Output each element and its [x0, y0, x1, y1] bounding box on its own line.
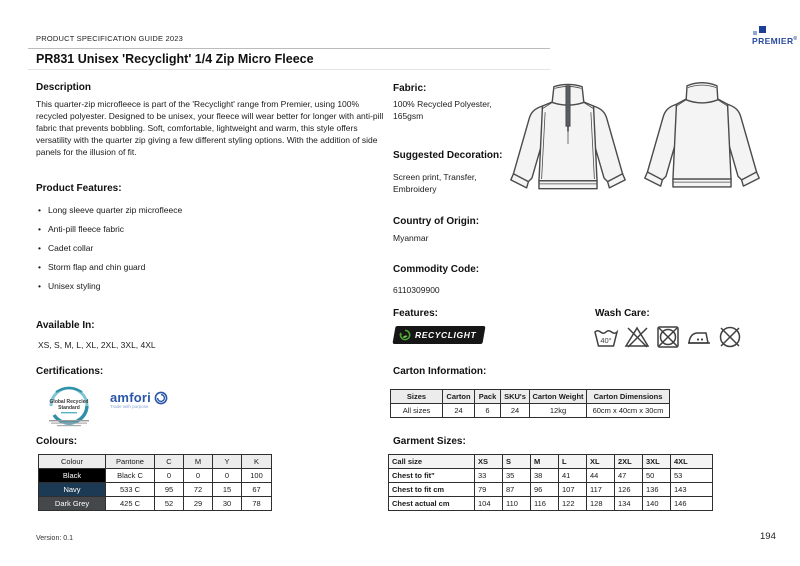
- gs-value: 47: [615, 469, 643, 483]
- gs-row-label: Chest actual cm: [389, 497, 475, 511]
- cmyk-value: 95: [155, 483, 184, 497]
- gs-col-m: M: [531, 455, 559, 469]
- recyclight-badge: [394, 326, 484, 346]
- carton-col-carton: Carton: [443, 390, 475, 404]
- do-not-dry-clean-icon: [717, 324, 743, 350]
- gs-value: 117: [587, 483, 615, 497]
- gs-col-xl: XL: [587, 455, 615, 469]
- feature-item: • Long sleeve quarter zip microfleece: [38, 205, 378, 215]
- do-not-tumble-dry-icon: [655, 324, 681, 350]
- cmyk-value: 0: [184, 469, 213, 483]
- gs-row-chest-actual-cm: [389, 497, 713, 511]
- carton-col-sizes: Sizes: [391, 390, 443, 404]
- wash-care-heading: Wash Care:: [595, 308, 650, 319]
- swatch-black: Black: [39, 469, 106, 483]
- gs-value: 44: [587, 469, 615, 483]
- gs-value: 53: [671, 469, 713, 483]
- gs-value: 126: [615, 483, 643, 497]
- gs-value: 143: [671, 483, 713, 497]
- carton-col-dimensions: Carton Dimensions: [587, 390, 670, 404]
- gs-col-xs: XS: [475, 455, 503, 469]
- col-m: M: [184, 455, 213, 469]
- colours-table: [38, 454, 272, 511]
- gs-value: 122: [559, 497, 587, 511]
- gs-value: 110: [503, 497, 531, 511]
- svg-text:Standard: Standard: [58, 405, 80, 411]
- recyclight-badge-label: RECYCLIGHT: [415, 330, 477, 340]
- gs-value: 134: [615, 497, 643, 511]
- description-text: This quarter-zip microfleece is part of the 'Recyclight' range from Premier, using 100% recycled polyester. Designed to be unisex, your fleece will wear better for longer with anti-pill fabric that prevents bobbling. Soft, comfortable, lightweight and warm, this style offers versatility with the quarter zip giving a few different styling options. With the addition of side panels for the illusion of fit.: [36, 99, 384, 157]
- cmyk-value: 52: [155, 497, 184, 511]
- certifications-heading: Certifications:: [36, 366, 104, 377]
- wash-care-icons: [593, 324, 743, 350]
- premier-logo-icon: [753, 26, 796, 36]
- amfori-spiral-icon: [154, 391, 168, 405]
- guide-label: PRODUCT SPECIFICATION GUIDE 2023: [36, 34, 183, 43]
- amfori-logo: [110, 390, 168, 409]
- gs-col-callsize: Call size: [389, 455, 475, 469]
- wash-40-icon: [593, 324, 619, 350]
- carton-pack-value: 6: [475, 404, 501, 418]
- swatch-dark-grey: Dark Grey: [39, 497, 106, 511]
- feature-item: • Cadet collar: [38, 243, 378, 253]
- garment-sizes-header-row: [389, 455, 713, 469]
- carton-table: [390, 389, 670, 418]
- cmyk-value: 100: [242, 469, 272, 483]
- svg-text:40°: 40°: [600, 336, 612, 345]
- col-y: Y: [213, 455, 242, 469]
- gs-value: 50: [643, 469, 671, 483]
- col-c: C: [155, 455, 184, 469]
- decoration-text: Screen print, Transfer, Embroidery: [393, 172, 477, 194]
- swatch-navy: Navy: [39, 483, 106, 497]
- gs-value: 79: [475, 483, 503, 497]
- carton-weight-value: 12kg: [530, 404, 587, 418]
- cmyk-value: 0: [155, 469, 184, 483]
- gs-value: 146: [671, 497, 713, 511]
- product-features-list: [38, 205, 378, 300]
- gs-value: 140: [643, 497, 671, 511]
- product-features-heading: Product Features:: [36, 183, 122, 194]
- page-number: 194: [760, 531, 776, 542]
- cmyk-value: 29: [184, 497, 213, 511]
- gs-col-4xl: 4XL: [671, 455, 713, 469]
- carton-heading: Carton Information:: [393, 366, 487, 377]
- pantone-value: 533 C: [106, 483, 155, 497]
- cmyk-value: 15: [213, 483, 242, 497]
- grs-logo-icon: [42, 382, 96, 428]
- recycle-icon: [399, 329, 411, 341]
- gs-value: 35: [503, 469, 531, 483]
- garment-back-drawing: [636, 74, 768, 226]
- feature-item: • Anti-pill fleece fabric: [38, 224, 378, 234]
- garment-sizes-table: [388, 454, 713, 511]
- features-badge-heading: Features:: [393, 308, 439, 319]
- carton-col-pack: Pack: [475, 390, 501, 404]
- col-k: K: [242, 455, 272, 469]
- premier-logo: [752, 26, 796, 46]
- gs-row-chest-to-fit-in: [389, 469, 713, 483]
- carton-carton-value: 24: [443, 404, 475, 418]
- gs-col-2xl: 2XL: [615, 455, 643, 469]
- gs-value: 87: [503, 483, 531, 497]
- available-in-heading: Available In:: [36, 320, 95, 331]
- amfori-logo-text: amfori: [110, 390, 151, 405]
- origin-heading: Country of Origin:: [393, 216, 480, 227]
- gs-row-chest-to-fit-cm: [389, 483, 713, 497]
- feature-item: • Unisex styling: [38, 281, 378, 291]
- header-divider: [28, 48, 550, 49]
- decoration-heading: Suggested Decoration:: [393, 150, 503, 161]
- gs-value: 128: [587, 497, 615, 511]
- iron-medium-icon: [686, 324, 712, 350]
- gs-value: 41: [559, 469, 587, 483]
- gs-row-label: Chest to fit cm: [389, 483, 475, 497]
- carton-sizes-value: All sizes: [391, 404, 443, 418]
- premier-logo-text: PREMIER®: [752, 36, 798, 46]
- cmyk-value: 67: [242, 483, 272, 497]
- carton-header-row: [391, 390, 670, 404]
- amfori-tagline: Trade with purpose: [110, 404, 149, 409]
- gs-value: 116: [531, 497, 559, 511]
- carton-dimensions-value: 60cm x 40cm x 30cm: [587, 404, 670, 418]
- grs-logo: [42, 382, 96, 433]
- fabric-heading: Fabric:: [393, 83, 427, 94]
- title-divider: [28, 69, 550, 70]
- pantone-value: Black C: [106, 469, 155, 483]
- gs-value: 136: [643, 483, 671, 497]
- cmyk-value: 0: [213, 469, 242, 483]
- gs-value: 96: [531, 483, 559, 497]
- origin-text: Myanmar: [393, 233, 429, 243]
- gs-col-3xl: 3XL: [643, 455, 671, 469]
- pantone-value: 425 C: [106, 497, 155, 511]
- do-not-bleach-icon: [624, 324, 650, 350]
- cmyk-value: 78: [242, 497, 272, 511]
- colour-row-black: [39, 469, 272, 483]
- carton-col-skus: SKU's: [501, 390, 530, 404]
- description-heading: Description: [36, 82, 92, 93]
- feature-item: • Storm flap and chin guard: [38, 262, 378, 272]
- garment-front-drawing: [502, 74, 634, 226]
- colour-row-navy: [39, 483, 272, 497]
- gs-row-label: Chest to fit": [389, 469, 475, 483]
- carton-col-weight: Carton Weight: [530, 390, 587, 404]
- cmyk-value: 30: [213, 497, 242, 511]
- col-colour: Colour: [39, 455, 106, 469]
- page-title: PR831 Unisex 'Recyclight' 1/4 Zip Micro Fleece: [36, 52, 314, 66]
- garment-sizes-heading: Garment Sizes:: [393, 436, 466, 447]
- gs-col-s: S: [503, 455, 531, 469]
- version-label: Version: 0.1: [36, 535, 73, 542]
- gs-value: 104: [475, 497, 503, 511]
- fabric-text: 100% Recycled Polyester, 165gsm: [393, 99, 492, 121]
- commodity-heading: Commodity Code:: [393, 264, 480, 275]
- colours-heading: Colours:: [36, 436, 78, 447]
- colours-header-row: [39, 455, 272, 469]
- cmyk-value: 72: [184, 483, 213, 497]
- gs-value: 38: [531, 469, 559, 483]
- col-pantone: Pantone: [106, 455, 155, 469]
- gs-col-l: L: [559, 455, 587, 469]
- gs-value: 107: [559, 483, 587, 497]
- svg-text:Global Recycled: Global Recycled: [49, 399, 89, 405]
- carton-data-row: [391, 404, 670, 418]
- carton-skus-value: 24: [501, 404, 530, 418]
- colour-row-dark-grey: [39, 497, 272, 511]
- gs-value: 33: [475, 469, 503, 483]
- commodity-code: 6110309900: [393, 285, 440, 295]
- available-sizes: XS, S, M, L, XL, 2XL, 3XL, 4XL: [38, 340, 156, 350]
